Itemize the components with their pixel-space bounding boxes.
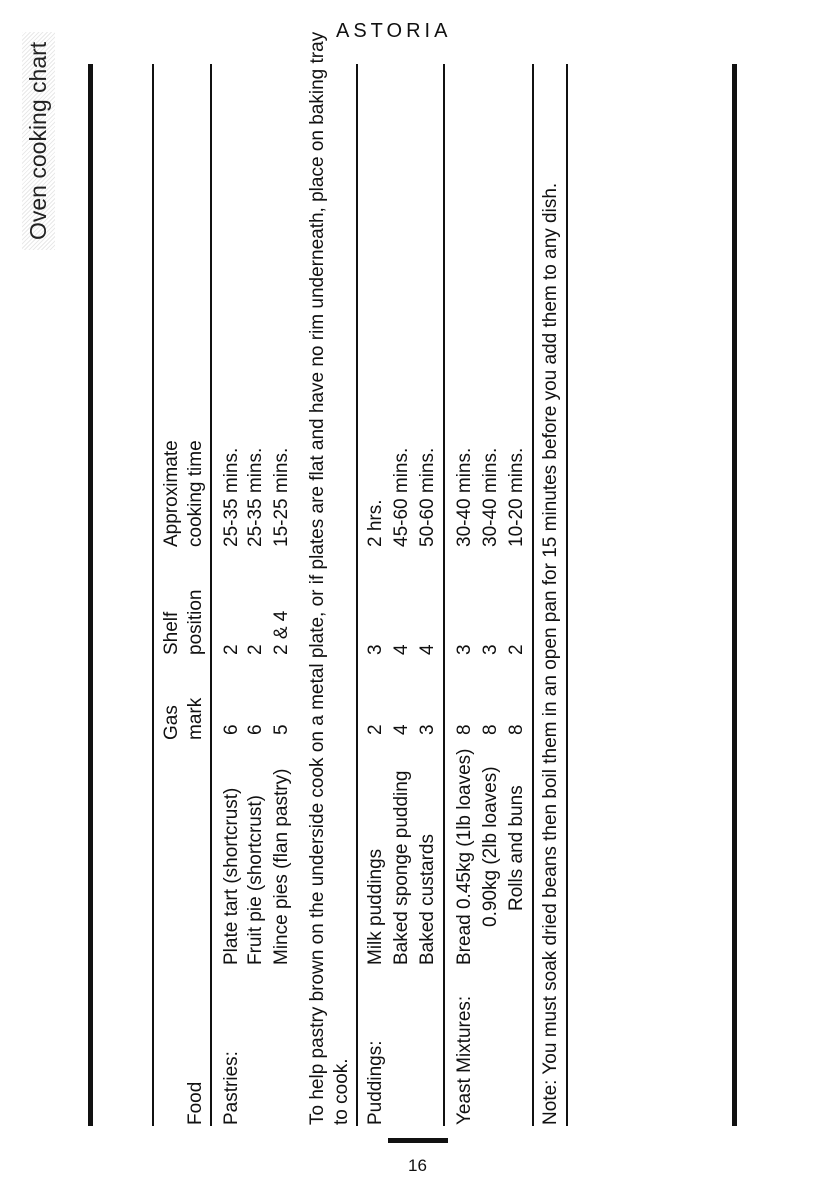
gas-cell: 8 — [454, 724, 475, 735]
section-title: Oven cooking chart — [22, 32, 55, 250]
food-cell: Mince pies (flan pastry) — [271, 768, 292, 965]
time-cell: 30-40 mins. — [454, 447, 475, 547]
shelf-cell: 4 — [391, 644, 412, 655]
page-number: 16 — [408, 1156, 427, 1175]
time-cell: 50-60 mins. — [417, 447, 438, 547]
rule-header-bottom — [210, 64, 212, 1126]
time-header-1: Approximate — [161, 440, 182, 547]
shelf-cell: 2 & 4 — [271, 610, 292, 655]
tip-text: To help pastry brown on the underside cook on a metal plate, or if plates are flat and have no rim underneath, place on baking tray — [307, 31, 328, 1125]
tip-text: to cook. — [331, 1058, 352, 1125]
food-cell: Plate tart (shortcrust) — [221, 787, 242, 965]
food-cell: Baked custards — [417, 834, 438, 965]
gas-cell: 6 — [221, 724, 242, 735]
gas-cell: 2 — [365, 724, 386, 735]
rule-before-note — [532, 64, 534, 1126]
food-cell: Baked sponge pudding — [391, 770, 412, 965]
rule-after-tip — [356, 64, 358, 1126]
shelf-cell: 4 — [417, 644, 438, 655]
gas-cell: 6 — [245, 724, 266, 735]
shelf-cell: 2 — [245, 644, 266, 655]
shelf-cell: 2 — [506, 644, 527, 655]
shelf-header-2: position — [185, 589, 206, 655]
shelf-cell: 3 — [480, 644, 501, 655]
shelf-cell: 2 — [221, 644, 242, 655]
category-label: Pastries: — [221, 1051, 242, 1125]
shelf-cell: 3 — [365, 644, 386, 655]
time-cell: 25-35 mins. — [245, 447, 266, 547]
time-cell: 15-25 mins. — [271, 447, 292, 547]
gas-cell: 4 — [391, 724, 412, 735]
time-cell: 30-40 mins. — [480, 447, 501, 547]
gas-cell: 8 — [480, 724, 501, 735]
gas-cell: 3 — [417, 724, 438, 735]
gas-header-2: mark — [185, 697, 206, 740]
gas-cell: 8 — [506, 724, 527, 735]
category-label: Puddings: — [365, 1040, 386, 1125]
shelf-cell: 3 — [454, 644, 475, 655]
food-cell: Bread 0.45kg (1lb loaves) — [454, 748, 475, 965]
category-label: Yeast Mixtures: — [454, 995, 475, 1125]
time-cell: 10-20 mins. — [506, 447, 527, 547]
time-cell: 25-35 mins. — [221, 447, 242, 547]
shelf-header-1: Shelf — [161, 611, 182, 655]
time-header-2: cooking time — [185, 440, 206, 547]
food-cell: Milk puddings — [365, 848, 386, 965]
rule-after-puddings — [443, 64, 445, 1126]
gas-header-1: Gas — [161, 705, 182, 740]
note-text: Note: You must soak dried beans then boil them in an open pan for 15 minutes before you add them to any dish. — [540, 182, 561, 1125]
brand-name: ASTORIA — [336, 20, 452, 42]
food-header: Food — [185, 1081, 206, 1125]
gas-cell: 5 — [271, 724, 292, 735]
time-cell: 45-60 mins. — [391, 447, 412, 547]
left-border-line — [88, 64, 93, 1126]
right-border-line — [732, 64, 737, 1126]
rule-after-note — [566, 64, 568, 1126]
food-cell: Fruit pie (shortcrust) — [245, 795, 266, 965]
page-number-rule — [388, 1138, 448, 1143]
food-cell: Rolls and buns — [506, 785, 527, 911]
rule-header-top — [152, 64, 154, 1126]
food-cell: 0.90kg (2lb loaves) — [480, 766, 501, 927]
time-cell: 2 hrs. — [365, 499, 386, 547]
